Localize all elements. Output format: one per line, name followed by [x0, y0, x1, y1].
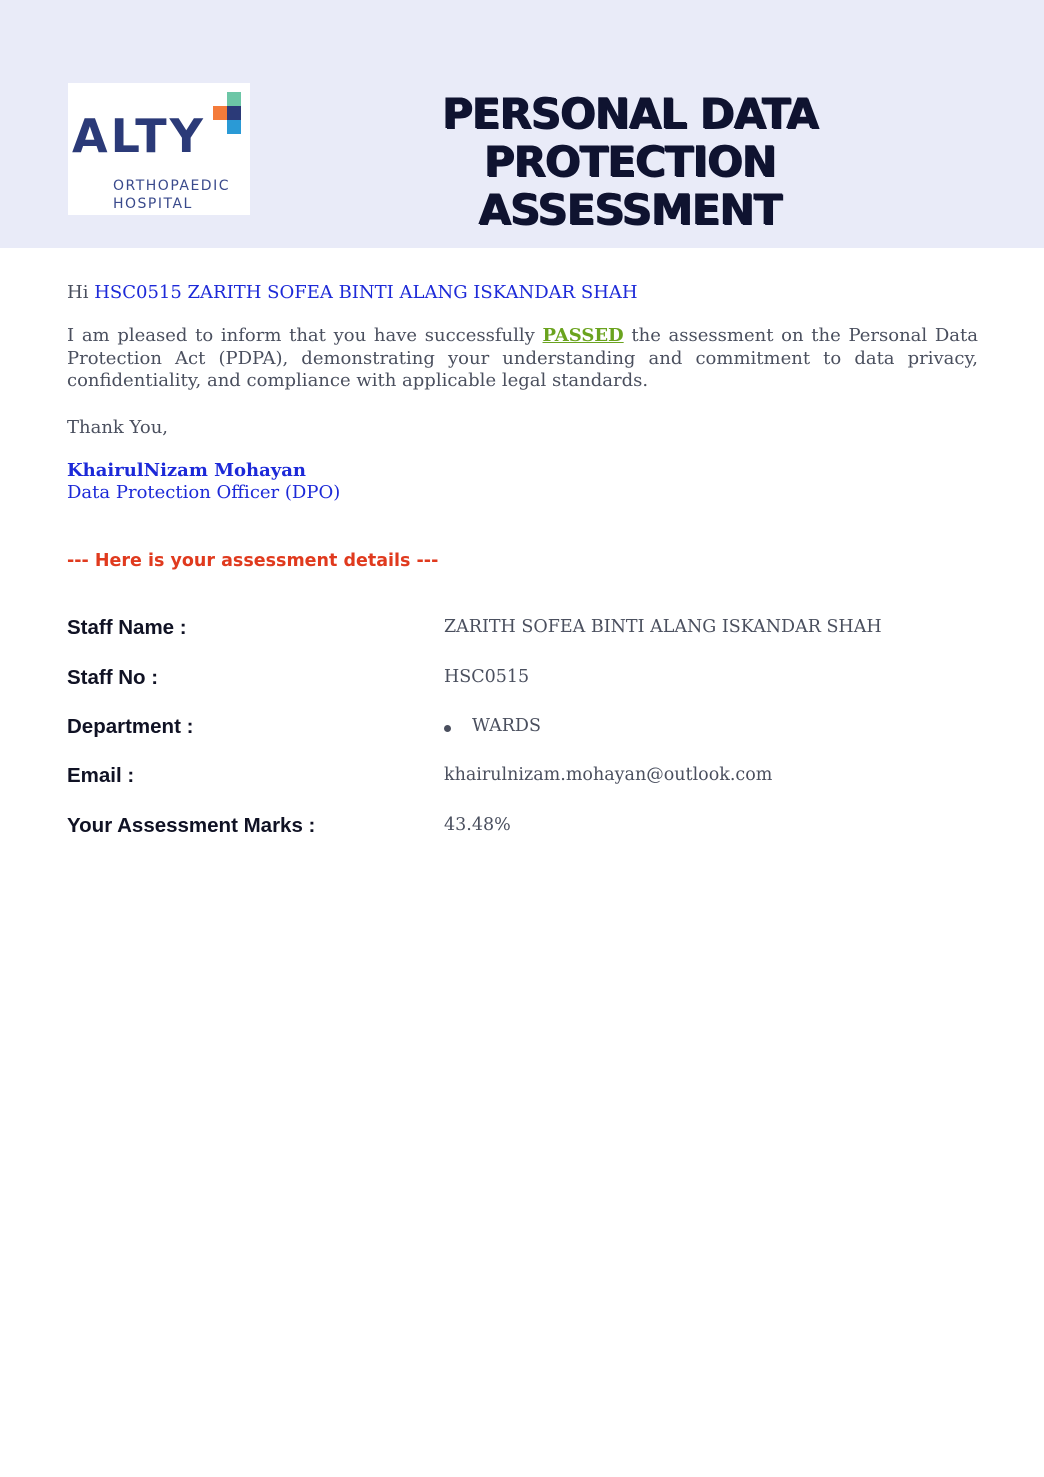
logo-subtitle-line1: ORTHOPAEDIC — [113, 178, 230, 194]
closing-line: Thank You, — [67, 416, 169, 438]
detail-value: ZARITH SOFEA BINTI ALANG ISKANDAR SHAH — [444, 617, 882, 637]
greeting-word: Hi — [67, 282, 89, 303]
detail-row-marks — [67, 814, 978, 844]
detail-value: 43.48% — [444, 815, 511, 835]
detail-value: WARDS — [472, 716, 541, 736]
intro-text-before: I am pleased to inform that you have successfully — [67, 325, 535, 346]
page-title-line2: ASSESSMENT — [478, 185, 782, 234]
logo-wordmark: ALTY — [72, 109, 206, 163]
detail-label: Email : — [67, 764, 135, 787]
logo-cross-icon — [213, 92, 245, 138]
bullet-icon — [444, 725, 451, 732]
greeting-line — [67, 280, 978, 306]
signer-name: KhairulNizam Mohayan — [67, 459, 307, 481]
recipient-name: HSC0515 ZARITH SOFEA BINTI ALANG ISKANDAR SHAH — [94, 282, 638, 303]
signer-title: Data Protection Officer (DPO) — [67, 481, 341, 503]
page-title-line1: PERSONAL DATA PROTECTION — [442, 89, 818, 186]
detail-label: Your Assessment Marks : — [67, 814, 316, 837]
status-passed: PASSED — [542, 325, 624, 346]
details-heading: --- Here is your assessment details --- — [67, 551, 439, 571]
header-banner — [0, 0, 1044, 248]
signature-block — [67, 460, 978, 504]
message-body — [67, 280, 978, 504]
detail-label: Department : — [67, 715, 194, 738]
detail-label: Staff No : — [67, 666, 159, 689]
detail-row-staff-no — [67, 666, 978, 696]
detail-value: khairulnizam.mohayan@outlook.com — [444, 765, 773, 785]
logo-subtitle — [113, 177, 230, 213]
detail-row-staff-name — [67, 616, 978, 646]
detail-row-email — [67, 764, 978, 794]
detail-row-department — [67, 715, 978, 745]
hospital-logo — [68, 83, 250, 215]
detail-value: HSC0515 — [444, 667, 530, 687]
intro-text-after: the assessment on the Personal Data Protection Act (PDPA), demonstrating your understanding and commitment to data privacy, confidentiality, and compliance with applicable legal standards. — [67, 325, 979, 391]
detail-label: Staff Name : — [67, 616, 187, 639]
intro-paragraph — [67, 325, 978, 393]
page-title — [300, 90, 960, 234]
logo-subtitle-line2: HOSPITAL — [113, 196, 193, 212]
